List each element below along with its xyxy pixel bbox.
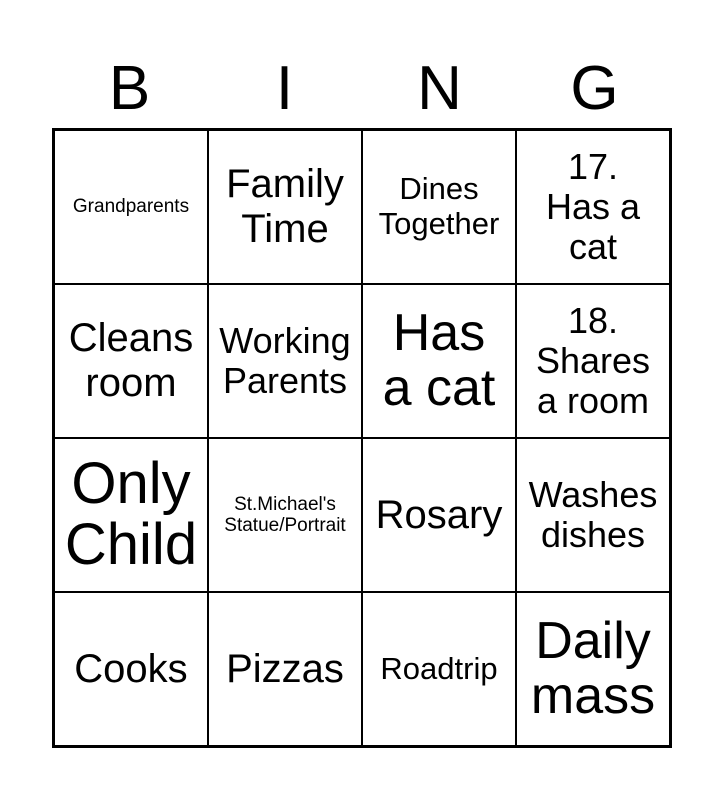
cell-text: Daily mass [530, 612, 656, 725]
header-letter-g: G [570, 54, 619, 123]
cell-text: Rosary [375, 492, 503, 537]
cell-text: Cooks [74, 646, 188, 691]
cell-text: Washes dishes [528, 473, 658, 555]
bingo-cell-r4c3[interactable] [362, 592, 516, 746]
cell-text: Grandparents [72, 196, 190, 218]
cell-text: 18. Shares a room [535, 299, 651, 422]
bingo-cell-r1c2[interactable] [208, 130, 362, 284]
header-letter-n: N [417, 54, 462, 123]
bingo-header [52, 50, 672, 128]
cell-text: St.Michael's Statue/Portrait [224, 493, 346, 536]
bingo-cell-r2c2[interactable] [208, 284, 362, 438]
bingo-cell-r2c4[interactable] [516, 284, 670, 438]
bingo-cell-r4c2[interactable] [208, 592, 362, 746]
bingo-cell-r2c3[interactable] [362, 284, 516, 438]
cell-text: Dines Together [378, 171, 500, 241]
cell-text: Family Time [226, 162, 344, 251]
bingo-cell-r3c2[interactable] [208, 438, 362, 592]
bingo-cell-r4c1[interactable] [54, 592, 208, 746]
cell-text: Only Child [64, 451, 198, 577]
cell-text: Working Parents [219, 319, 351, 401]
bingo-cell-r3c4[interactable] [516, 438, 670, 592]
cell-text: 17. Has a cat [545, 145, 641, 268]
bingo-grid [52, 128, 672, 748]
bingo-cell-r2c1[interactable] [54, 284, 208, 438]
bingo-cell-r4c4[interactable] [516, 592, 670, 746]
header-letter-i: I [275, 54, 294, 123]
cell-text: Roadtrip [380, 650, 498, 686]
bingo-cell-r1c1[interactable] [54, 130, 208, 284]
bingo-cell-r3c1[interactable] [54, 438, 208, 592]
header-letter-b: B [108, 54, 151, 123]
bingo-cell-r3c3[interactable] [362, 438, 516, 592]
bingo-cell-r1c4[interactable] [516, 130, 670, 284]
cell-text: Pizzas [226, 646, 344, 691]
cell-text: Cleans room [68, 316, 194, 405]
cell-text: Has a cat [382, 304, 496, 417]
bingo-cell-r1c3[interactable] [362, 130, 516, 284]
